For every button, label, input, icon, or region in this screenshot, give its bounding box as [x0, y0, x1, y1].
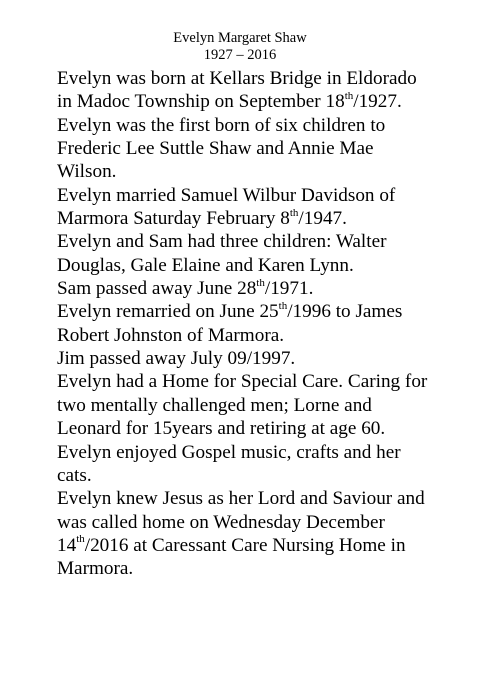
body-text-run: Evelyn had a Home for Special Care. Caring for — [57, 371, 428, 393]
body-text-run: /1971. — [264, 278, 314, 300]
body-line — [57, 417, 477, 440]
body-text-run: Wilson. — [57, 161, 117, 183]
body-line — [57, 394, 477, 417]
ordinal-superscript: th — [344, 89, 354, 102]
body-line — [57, 254, 477, 277]
body-line — [57, 464, 477, 487]
body-line — [57, 184, 477, 207]
body-text-run: Evelyn enjoyed Gospel music, crafts and her — [57, 441, 401, 463]
body-text-run: Jim passed away July 09/1997. — [57, 348, 296, 370]
body-text-run: /1996 to James — [287, 301, 403, 323]
body-line — [57, 90, 477, 113]
document-header — [0, 30, 480, 64]
body-line — [57, 160, 477, 183]
body-line — [57, 487, 477, 510]
body-text-run: Marmora. — [57, 558, 134, 580]
body-text-run: Evelyn and Sam had three children: Walter — [57, 231, 387, 253]
ordinal-superscript: th — [289, 206, 299, 219]
ordinal-superscript: th — [278, 300, 288, 313]
body-text-run: Sam passed away June 28 — [57, 278, 257, 300]
body-text-run: Douglas, Gale Elaine and Karen Lynn. — [57, 254, 354, 276]
body-text-run: Frederic Lee Suttle Shaw and Annie Mae — [57, 138, 374, 160]
body-line — [57, 300, 477, 323]
body-line — [57, 137, 477, 160]
body-text-run: was called home on Wednesday December — [57, 511, 385, 533]
body-text-run: Robert Johnston of Marmora. — [57, 324, 285, 346]
body-text-run: /2016 at Caressant Care Nursing Home in — [84, 534, 406, 556]
body-text-run: /1927. — [353, 91, 402, 113]
body-text-run: Leonard for 15years and retiring at age 60. — [57, 418, 386, 440]
life-dates: 1927 – 2016 — [203, 47, 277, 63]
ordinal-superscript: th — [256, 276, 265, 289]
body-text-run: /1947. — [298, 208, 347, 230]
body-line — [57, 441, 477, 464]
body-text-run: Marmora Saturday February 8 — [57, 208, 290, 230]
document-title: Evelyn Margaret Shaw — [173, 30, 307, 46]
body-text-run: in Madoc Township on September 18 — [57, 91, 345, 113]
body-text-run: Evelyn was the first born of six children to — [57, 114, 386, 136]
body-text-run: two mentally challenged men; Lorne and — [57, 394, 372, 416]
body-line — [57, 370, 477, 393]
body-text-run: Evelyn knew Jesus as her Lord and Saviour and — [57, 488, 425, 510]
body-line — [57, 67, 477, 90]
body-line — [57, 207, 477, 230]
body-line — [57, 324, 477, 347]
body-line — [57, 347, 477, 370]
body-text-run: Evelyn remarried on June 25 — [57, 301, 279, 323]
body-text-run: 14 — [57, 534, 77, 556]
body-line — [57, 114, 477, 137]
body-text-run: Evelyn married Samuel Wilbur Davidson of — [57, 184, 396, 206]
body-line — [57, 534, 477, 557]
body-text-run: Evelyn was born at Kellars Bridge in Eldorado — [57, 68, 417, 89]
body-text-run: cats. — [57, 464, 92, 486]
obituary-body — [57, 67, 477, 581]
body-line — [57, 511, 477, 534]
ordinal-superscript: th — [76, 533, 85, 546]
body-line — [57, 230, 477, 253]
body-line — [57, 277, 477, 300]
body-line — [57, 557, 477, 580]
